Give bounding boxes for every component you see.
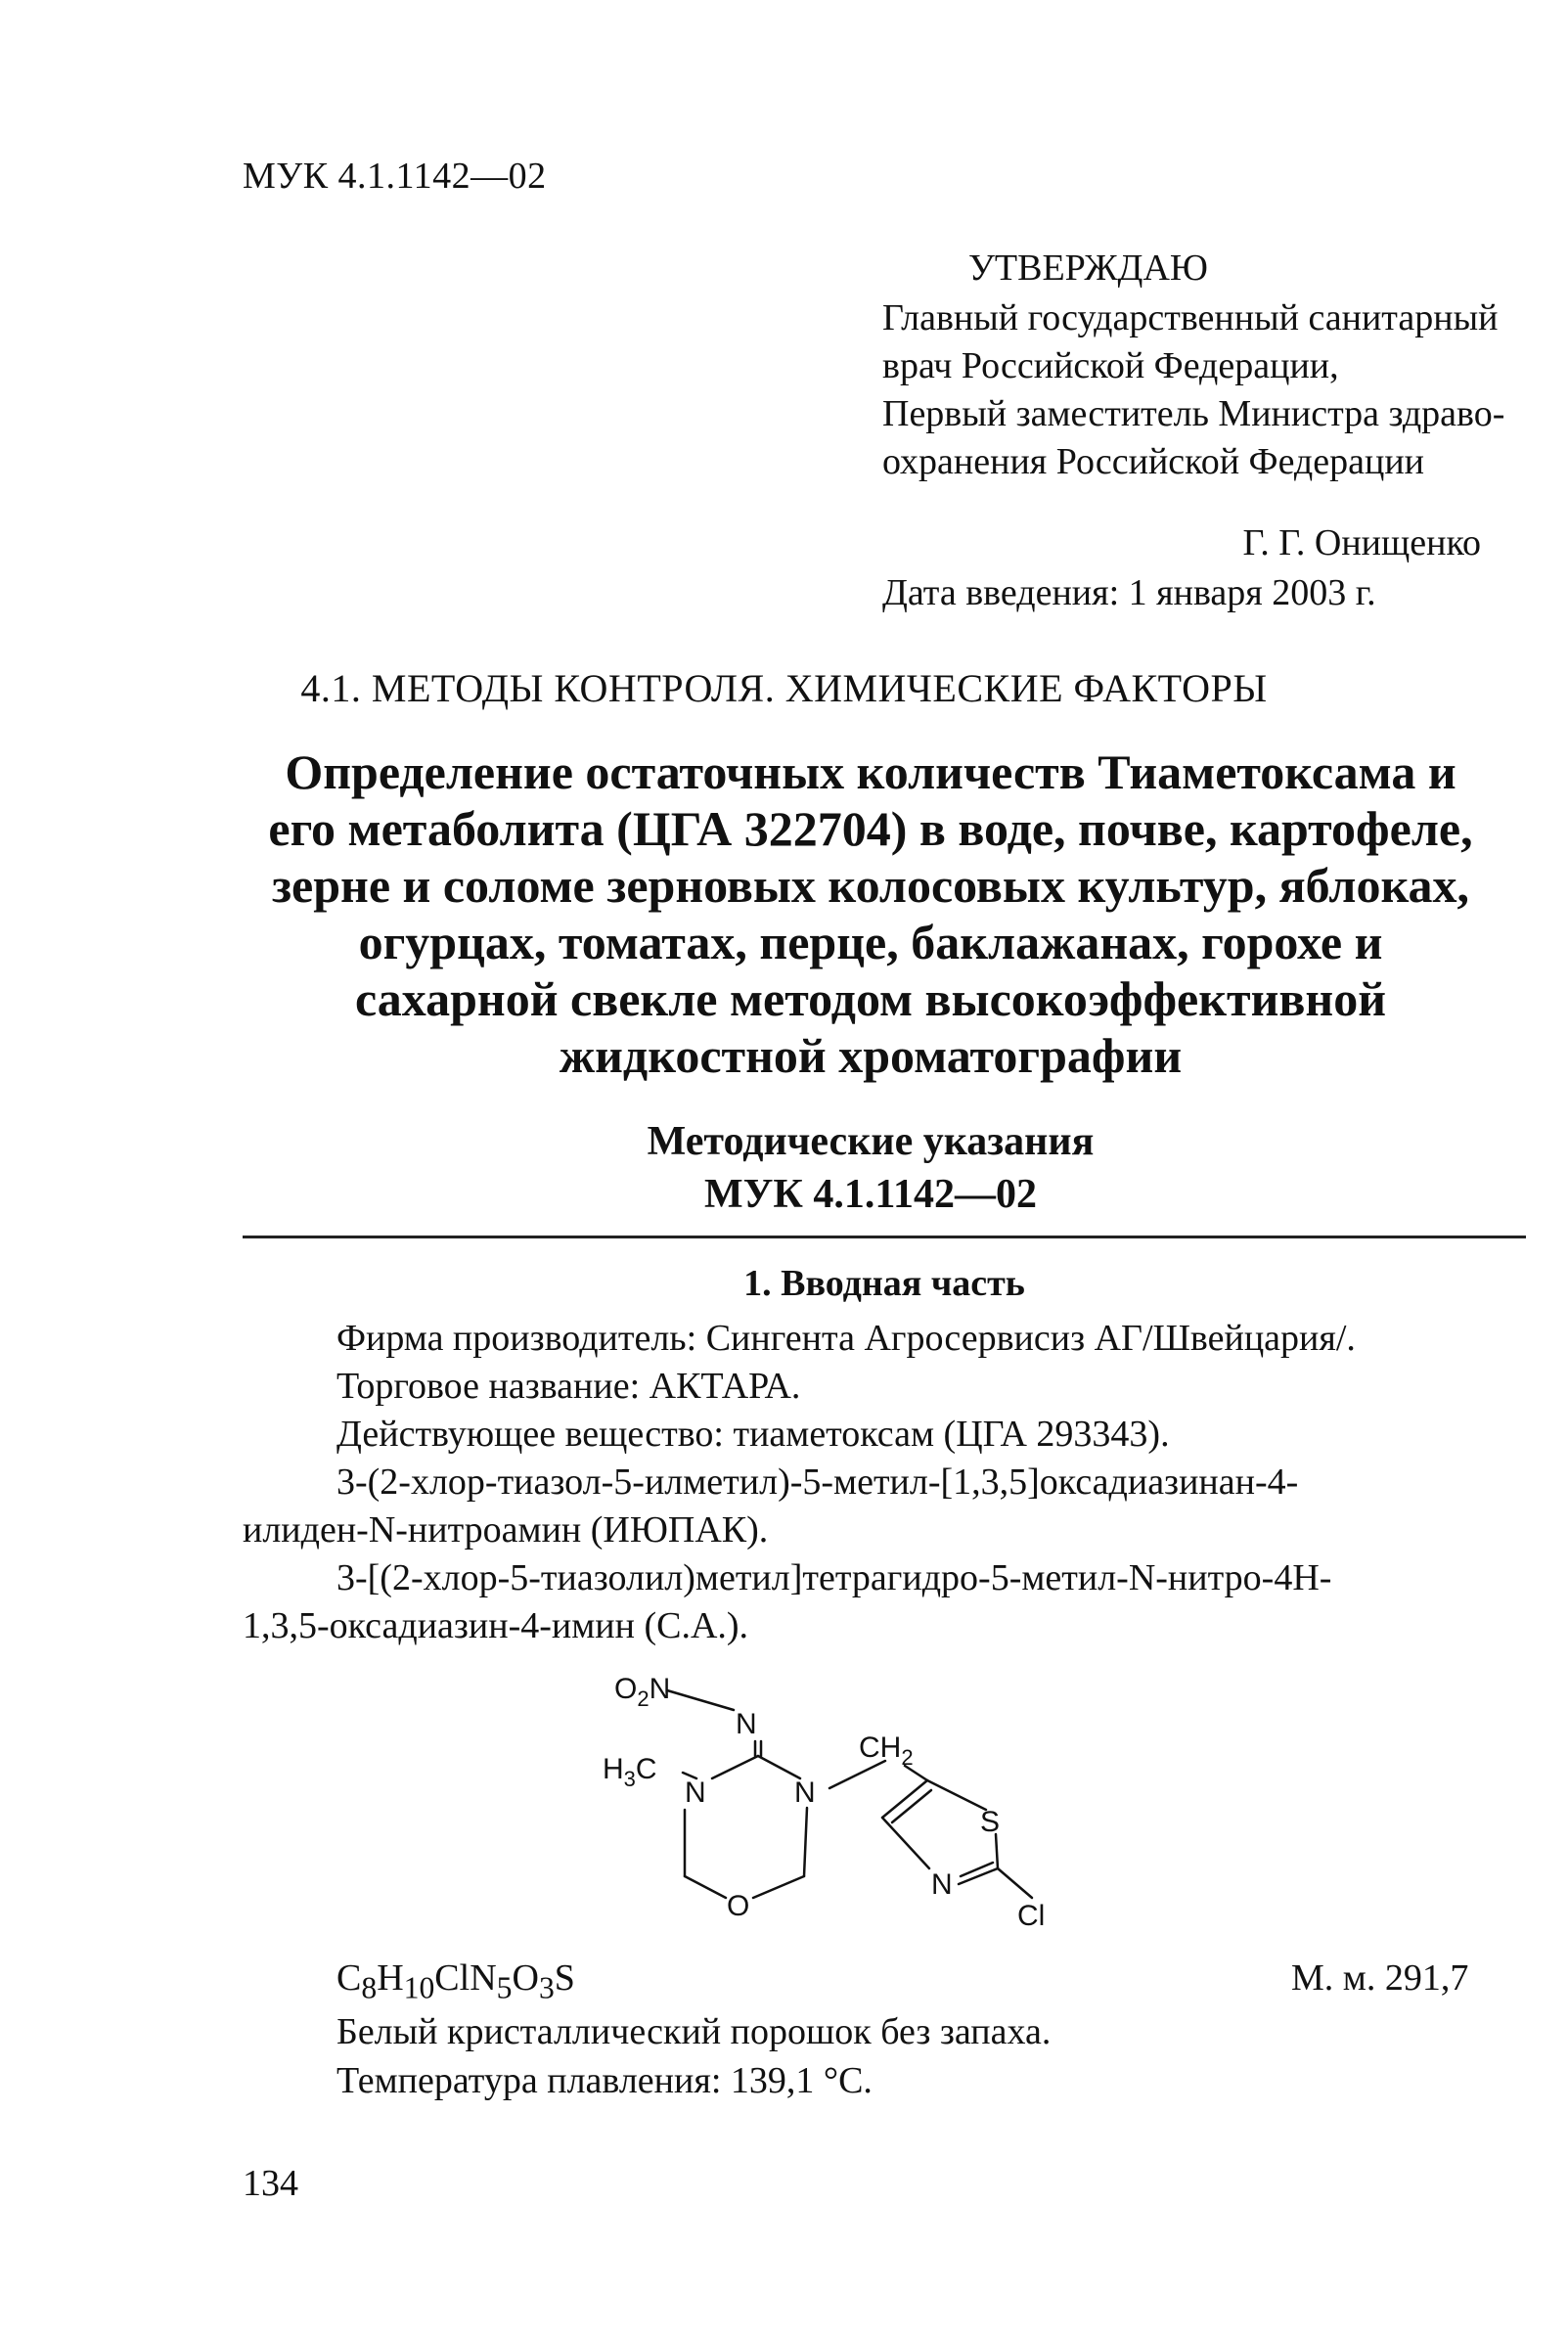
title-line: его метаболита (ЦГА 322704) в воде, почве, картофеле,	[268, 801, 1473, 856]
active-substance-text: Действующее вещество: тиаметоксам (ЦГА 293343).	[336, 1414, 1170, 1455]
intro-body	[243, 1315, 1526, 1650]
title-line: сахарной свекле методом высокоэффективной	[354, 971, 1387, 1026]
title-line: Определение остаточных количеств Тиаметоксама и	[285, 744, 1456, 799]
page-number: 134	[243, 2163, 298, 2204]
title-line: огурцах, томатах, перце, баклажанах, горохе и	[358, 915, 1383, 969]
approval-heading: УТВЕРЖДАЮ	[968, 247, 1208, 289]
approval-line: Первый заместитель Министра здраво-	[882, 393, 1505, 434]
approval-line: врач Российской Федерации,	[882, 345, 1339, 386]
appearance-text: Белый кристаллический порошок без запаха.	[336, 2011, 1052, 2052]
structure-label-cl: Cl	[1017, 1900, 1046, 1932]
approval-line: охранения Российской Федерации	[882, 441, 1425, 482]
structure-label-n-thiazole: N	[931, 1868, 953, 1901]
structure-label-h3c: $H_3C$	[603, 1753, 657, 1791]
title-line: зерне и соломе зерновых колосовых культур, яблоках,	[271, 858, 1470, 913]
intro-heading: 1. Вводная часть	[743, 1263, 1025, 1304]
effective-date: Дата введения: 1 января 2003 г.	[882, 572, 1376, 613]
title-line: жидкостной хроматографии	[559, 1028, 1183, 1083]
structure-label-s: S	[980, 1806, 1001, 1838]
signatory-name: Г. Г. Онищенко	[1242, 522, 1481, 563]
molecular-mass: М. м. 291,7	[1291, 1957, 1469, 1999]
iupac-name-line: илиден-N-нитроамин (ИЮПАК).	[243, 1509, 769, 1551]
molecular-formula: $C_8H_{10}ClN_5O_3S$	[336, 1957, 575, 2005]
section-heading: 4.1. МЕТОДЫ КОНТРОЛЯ. ХИМИЧЕСКИЕ ФАКТОРЫ	[300, 666, 1268, 710]
physical-properties	[336, 2007, 1051, 2105]
structural-formula	[587, 1663, 1076, 1937]
approval-block	[882, 245, 1528, 617]
subtitle-code: МУК 4.1.1142—02	[703, 1172, 1038, 1217]
ca-name-line: 1,3,5-оксадиазин-4-имин (С.А.).	[243, 1605, 749, 1646]
ca-name-line: 3-[(2-хлор-5-тиазолил)метил]тетрагидро-5-метил-N-нитро-4Н-	[336, 1557, 1332, 1598]
iupac-name-line: 3-(2-хлор-тиазол-5-илметил)-5-метил-[1,3,5]оксадиазинан-4-	[336, 1461, 1299, 1503]
structure-label-ch2: $CH_2$	[859, 1731, 914, 1770]
approval-line: Главный государственный санитарный	[882, 297, 1499, 338]
trade-name-text: Торговое название: АКТАРА.	[336, 1366, 801, 1407]
structure-label-o: O	[727, 1890, 750, 1922]
structure-label-n-imine: N	[736, 1708, 757, 1740]
structure-label-o2n: $O_2N$	[614, 1673, 671, 1711]
structure-label-n-left: N	[685, 1776, 706, 1809]
horizontal-rule	[243, 1236, 1526, 1238]
document-subtitle	[235, 1115, 1506, 1221]
structure-label-n-right: N	[794, 1776, 816, 1809]
subtitle-type: Методические указания	[647, 1119, 1095, 1164]
document-title	[235, 743, 1506, 1084]
melting-point-text: Температура плавления: 139,1 °С.	[336, 2060, 873, 2101]
manufacturer-text: Фирма производитель: Сингента Агросервисиз АГ/Швейцария/.	[336, 1318, 1356, 1359]
document-code: МУК 4.1.1142—02	[243, 156, 547, 197]
